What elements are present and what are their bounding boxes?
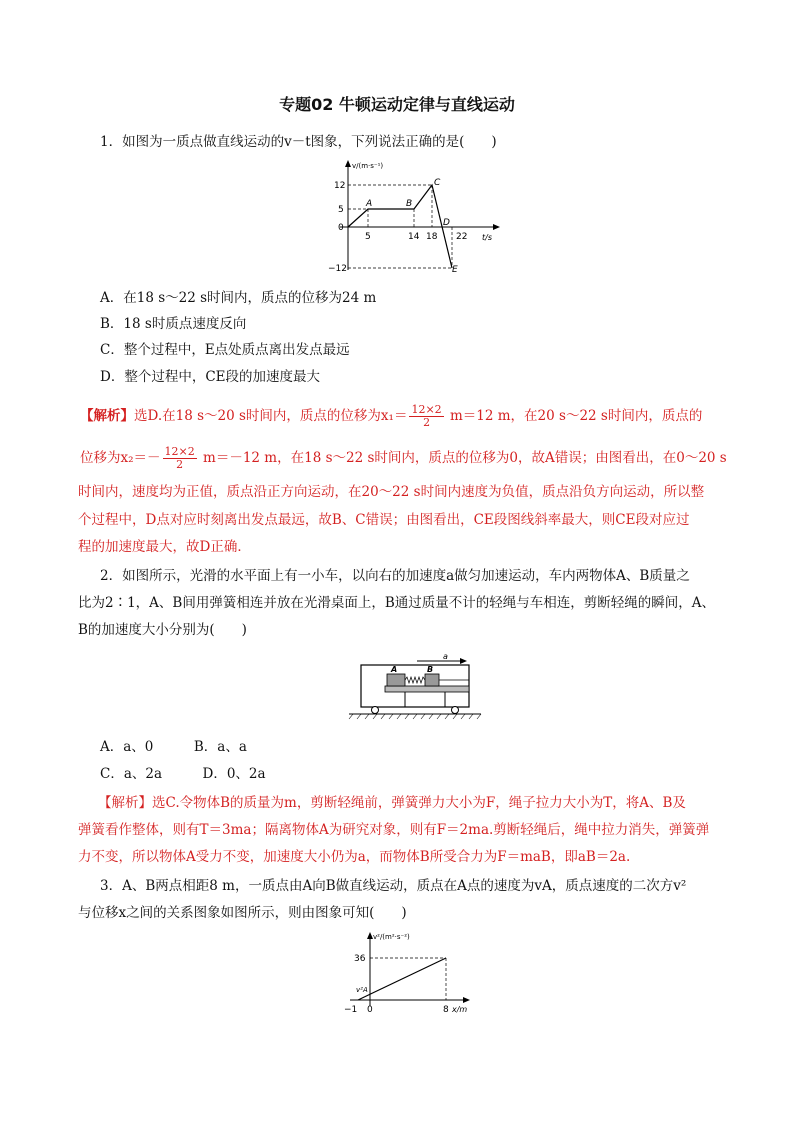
q1-analysis-tag: 【解析】 bbox=[80, 408, 134, 424]
q1-point-B: B bbox=[406, 199, 413, 209]
q1-fraction-2-den: 2 bbox=[176, 458, 184, 471]
q1-option-b: B．18 s时质点速度反向 bbox=[100, 316, 247, 332]
q1-vt-graph bbox=[318, 158, 508, 278]
q3-xtick-m1: −1 bbox=[344, 1005, 358, 1015]
q1-analysis-line4: 个过程中，D点对应时刻离出发点最远，故B、C错误；由图看出，CE段图线斜率最大，则CE段对应过 bbox=[78, 512, 690, 528]
q1-analysis-text1a: 选D.在18 s～20 s时间内，质点的位移为x₁＝ bbox=[134, 408, 408, 424]
q1-analysis-line3: 时间内，速度均为正值，质点沿正方向运动，在20～22 s时间内速度为负值，质点沿负方向运动，所以整 bbox=[78, 484, 705, 500]
q2-fig-A-label: A bbox=[391, 665, 398, 674]
q3-xtick-0: 0 bbox=[367, 1005, 373, 1015]
q1-analysis-line5: 程的加速度最大，故D正确． bbox=[78, 539, 251, 555]
q1-graph-ylabel: v/(m·s⁻¹) bbox=[352, 162, 384, 170]
q2-cart-figure bbox=[345, 652, 485, 722]
q1-xtick-22: 22 bbox=[456, 232, 468, 242]
q3-v2x-graph bbox=[330, 928, 480, 1020]
q1-fraction-1 bbox=[409, 404, 443, 429]
q2-options-ab: A．a、0 B．a、a bbox=[100, 739, 247, 755]
q2-stem-line2: 比为2∶1，A、B间用弹簧相连并放在光滑桌面上，B通过质量不计的轻绳与车相连，剪断轻绳的瞬间，A、 bbox=[78, 595, 716, 611]
q1-ytick-5: 5 bbox=[338, 205, 344, 215]
q3-xtick-8: 8 bbox=[443, 1005, 449, 1015]
q1-fraction-1-num: 12×2 bbox=[411, 403, 442, 416]
q1-point-D: D bbox=[443, 218, 450, 228]
q2-options-cd: C．a、2a D．0、2a bbox=[100, 766, 266, 782]
q1-fraction-2-num: 12×2 bbox=[164, 445, 195, 458]
q1-xtick-14: 14 bbox=[408, 232, 420, 242]
page-title: 专题02 牛顿运动定律与直线运动 bbox=[279, 95, 515, 114]
q1-analysis-text1b: m＝12 m，在20 s～22 s时间内，质点的 bbox=[445, 408, 703, 424]
q1-option-a: A．在18 s～22 s时间内，质点的位移为24 m bbox=[100, 290, 377, 306]
q2-analysis-line2: 弹簧看作整体，则有T＝3ma；隔离物体A为研究对象，则有F＝2ma.剪断轻绳后，绳中拉力消失，弹簧弹 bbox=[78, 822, 710, 838]
q2-stem-line1: 2．如图所示，光滑的水平面上有一小车，以向右的加速度a做匀加速运动，车内两物体A、B质量之 bbox=[100, 568, 690, 584]
q1-option-d: D．整个过程中，CE段的加速度最大 bbox=[100, 369, 321, 385]
q3-graph-ylabel: v²/(m²·s⁻²) bbox=[373, 933, 410, 941]
q1-ytick-m12: −12 bbox=[328, 264, 347, 274]
q1-fraction-1-den: 2 bbox=[423, 416, 431, 429]
q3-stem-line2: 与位移x之间的关系图象如图所示，则由图象可知( ) bbox=[78, 905, 407, 921]
q1-ytick-0: 0 bbox=[338, 223, 344, 233]
q3-ytick-36: 36 bbox=[354, 954, 366, 964]
q1-point-A: A bbox=[366, 199, 373, 209]
q1-ytick-12: 12 bbox=[334, 181, 346, 191]
q1-analysis-text2b: m＝－12 m，在18 s～22 s时间内，质点的位移为0，故A错误；由图看出，在0～20 s bbox=[198, 450, 727, 466]
q2-fig-a-label: a bbox=[443, 652, 448, 661]
q2-analysis-line1: 【解析】选C.令物体B的质量为m，剪断轻绳前，弹簧弹力大小为F，绳子拉力大小为T，将A、B及 bbox=[98, 795, 686, 811]
q1-option-c: C．整个过程中，E点处质点离出发点最远 bbox=[100, 342, 350, 358]
q1-xtick-18: 18 bbox=[426, 232, 438, 242]
q2-fig-B-label: B bbox=[427, 665, 434, 674]
q1-point-E: E bbox=[452, 265, 458, 275]
q1-graph-xlabel: t/s bbox=[482, 233, 492, 242]
q3-vA-label: v²A bbox=[356, 986, 368, 994]
q2-stem-line3: B的加速度大小分别为( ) bbox=[78, 622, 247, 638]
q1-xtick-5: 5 bbox=[365, 232, 371, 242]
q1-fraction-2 bbox=[163, 446, 197, 471]
q2-analysis-line3: 力不变，所以物体A受力不变，加速度大小仍为a，而物体B所受合力为F＝maB，即aB＝2a. bbox=[78, 849, 631, 865]
q3-stem-line1: 3．A、B两点相距8 m，一质点由A向B做直线运动，质点在A点的速度为vA，质点速度的二次方v² bbox=[100, 878, 687, 894]
q3-graph-xlabel: x/m bbox=[452, 1005, 468, 1014]
q1-analysis-line1 bbox=[80, 400, 724, 432]
q1-point-C: C bbox=[434, 178, 441, 188]
q1-stem: 1．如图为一质点做直线运动的v－t图象，下列说法正确的是( ) bbox=[100, 134, 497, 150]
q1-analysis-line2 bbox=[80, 442, 727, 474]
q1-analysis-text2a: 位移为x₂＝－ bbox=[80, 450, 161, 466]
